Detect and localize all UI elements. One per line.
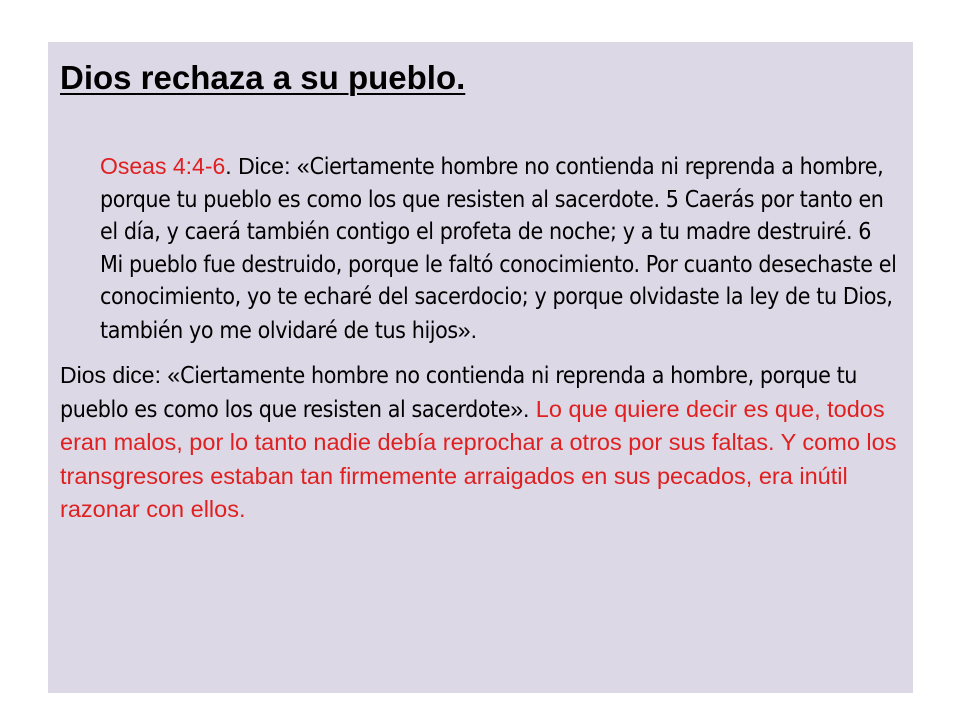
commentary-close-quote: ».: [510, 395, 536, 422]
scripture-text: Ciertamente hombre no contienda ni reprenda a hombre, porque tu pueblo es como los que resisten al sacerdote. 5 Caerás por tanto en el día, y caerá también contigo el profeta de noche; y a tu madre destruiré. 6 Mi pueblo fue destruido, porque le faltó conocimiento. Por cuanto desechaste el conocimiento, yo te echaré del sacerdocio; y porque olvidaste la ley de tu Dios, también yo me olvidaré de tus hijos: [100, 154, 897, 344]
scripture-passage: [60, 150, 899, 347]
commentary-quote: Ciertamente hombre no contienda ni reprenda a hombre, porque tu pueblo es como los que resisten al sacerdote: [60, 363, 858, 423]
scripture-reference: Oseas 4:4-6: [100, 153, 226, 179]
commentary-explanation: Lo que quiere decir es que, todos eran malos, por lo tanto nadie debía reprochar a otros por sus faltas. Y como los transgresores estaban tan firmemente arraigados en sus pecados, era inútil razonar con ellos.: [60, 395, 897, 522]
scripture-open-quote: «: [296, 153, 310, 179]
commentary-paragraph: [60, 359, 899, 527]
scripture-close-quote: ».: [457, 316, 477, 343]
scripture-intro: . Dice:: [225, 153, 297, 179]
commentary-intro: Dios dice: «: [60, 362, 181, 388]
slide-content-area: [48, 42, 913, 693]
slide-title: Dios rechaza a su pueblo.: [60, 59, 466, 96]
